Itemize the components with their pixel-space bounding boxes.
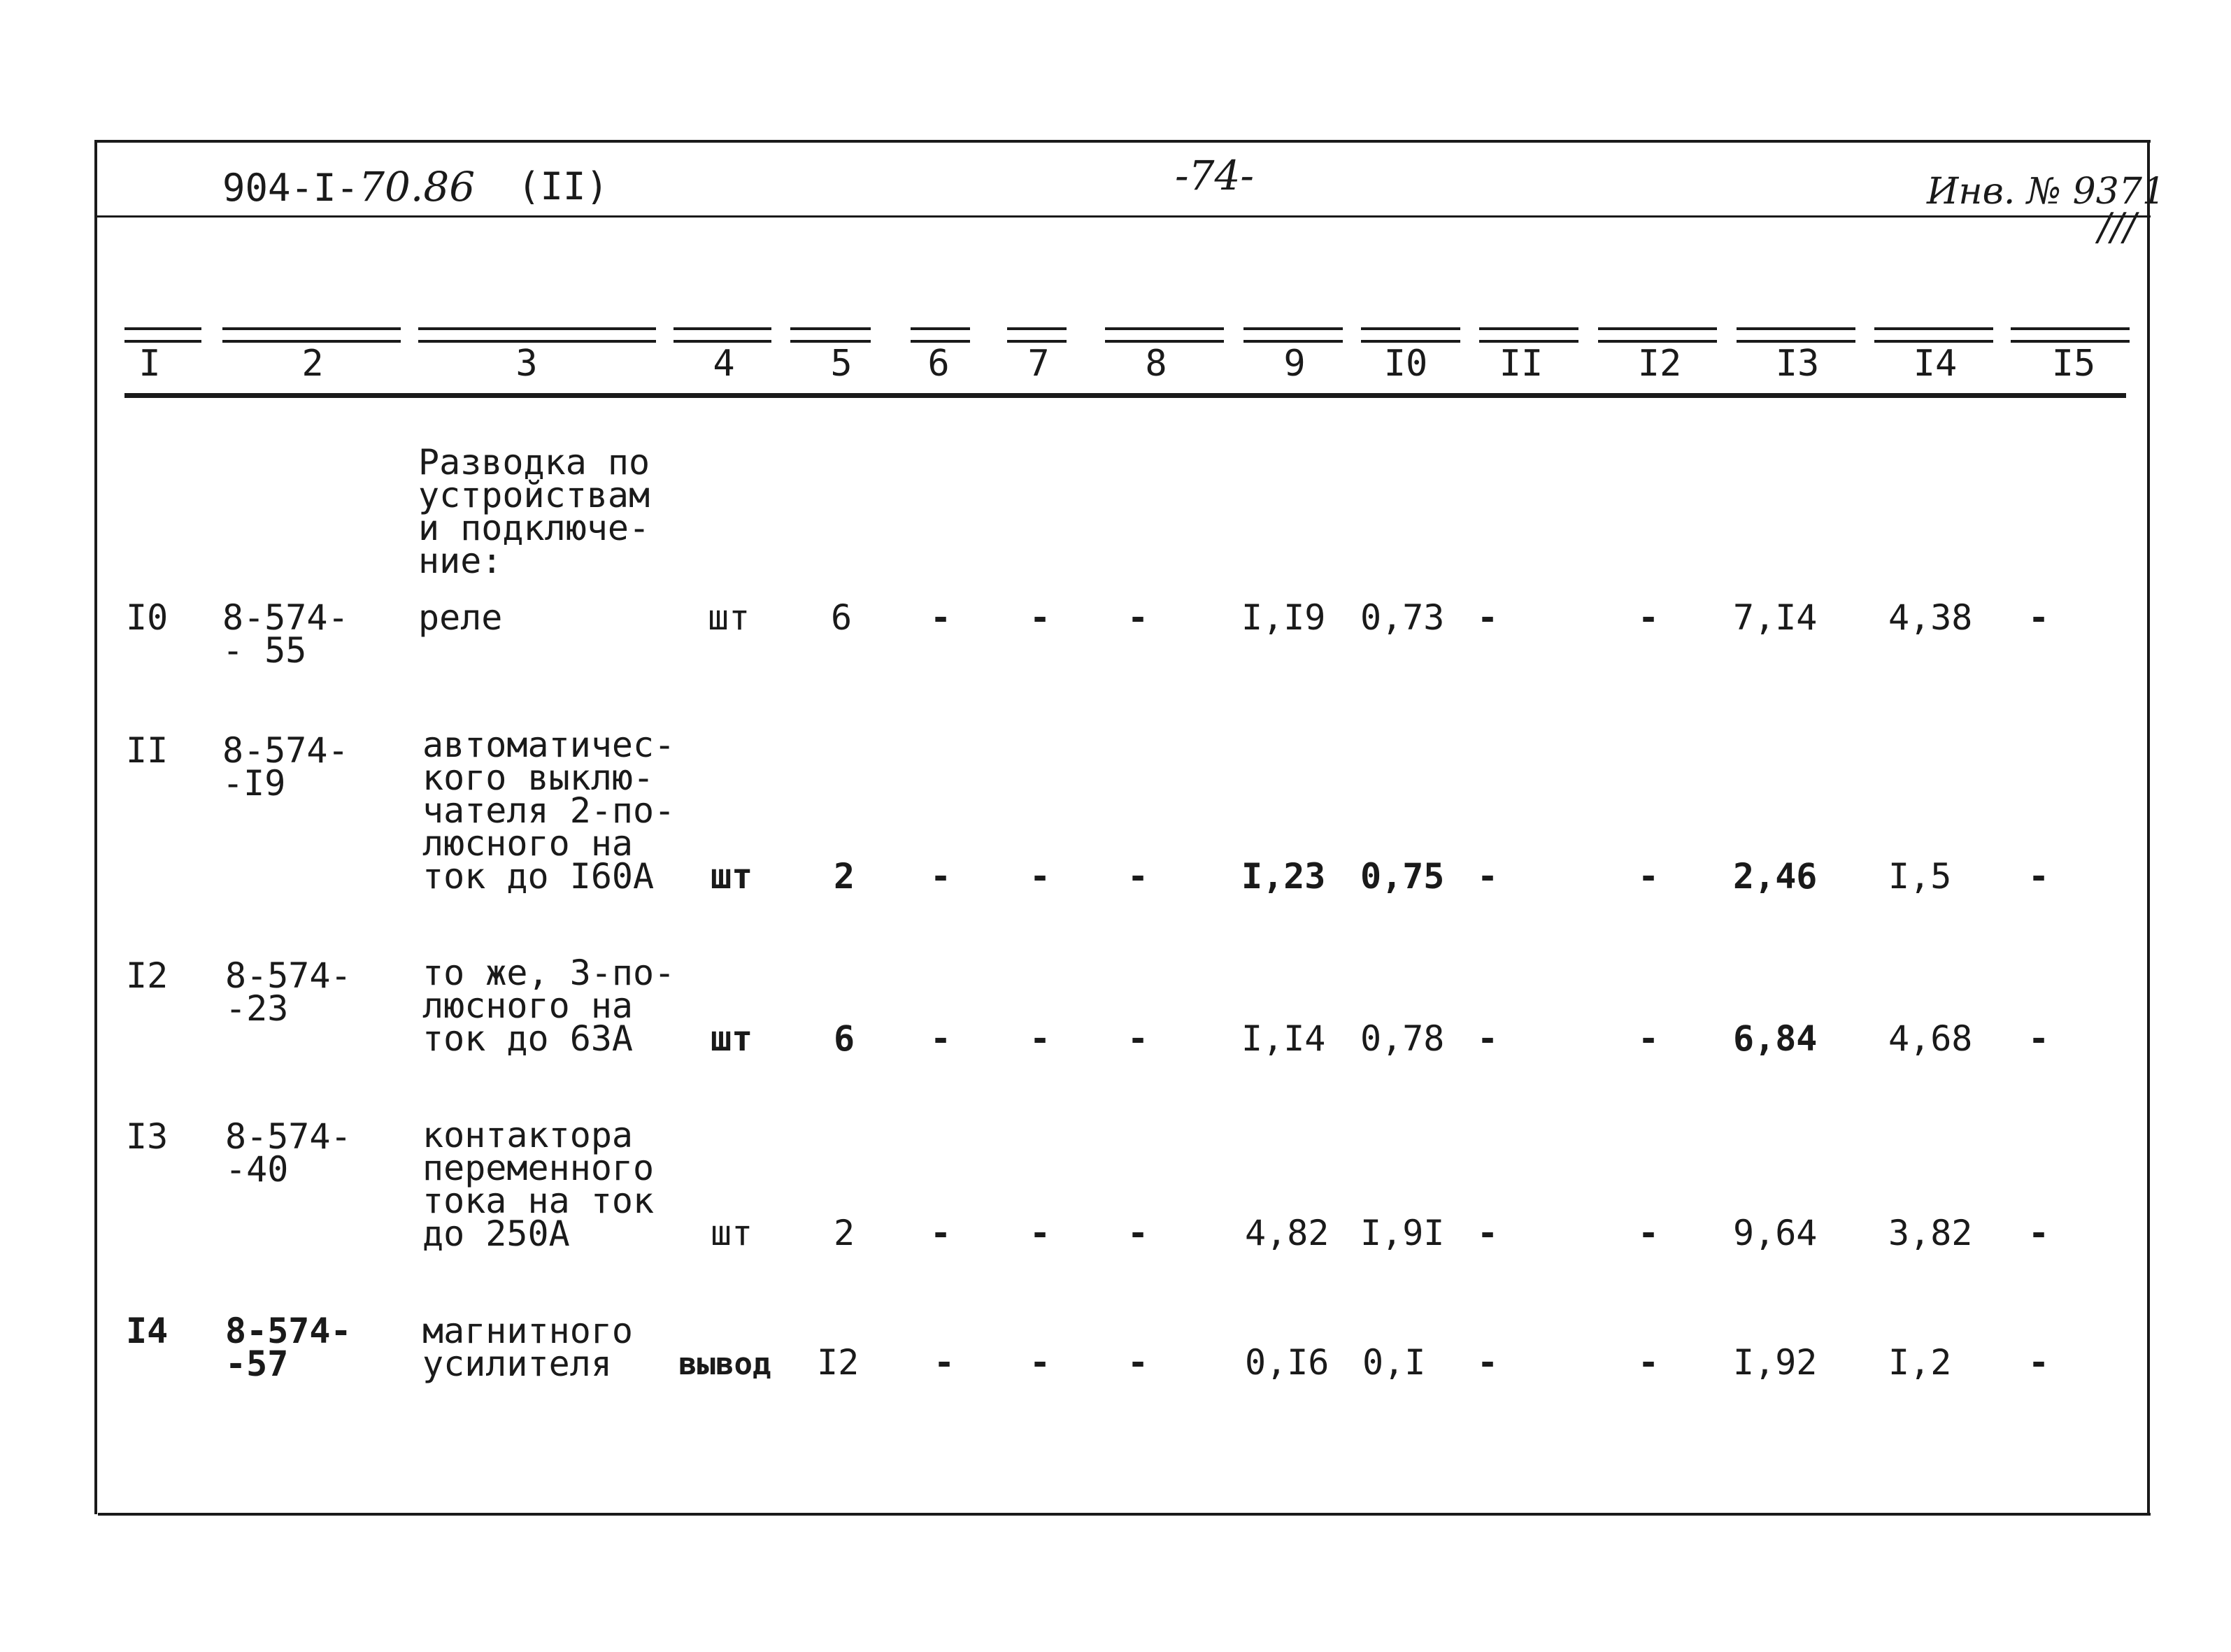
left-border xyxy=(94,140,97,1514)
row-unit: шт xyxy=(711,856,753,897)
page-number: -74- xyxy=(1175,152,1254,199)
row-col10: 0,73 xyxy=(1360,597,1445,638)
row-col9: I,I4 xyxy=(1241,1018,1326,1059)
row-number: I0 xyxy=(126,597,169,638)
col-rule-9 xyxy=(1243,327,1343,343)
col-rule-3 xyxy=(418,327,656,343)
row-description: автоматичес- кого выклю- чателя 2-по- люсного на ток до I60А xyxy=(422,725,676,897)
row-description: то же, 3-по- люсного на ток до 63А xyxy=(422,953,676,1059)
row-number: I4 xyxy=(126,1311,169,1351)
document-code xyxy=(222,163,476,211)
col-rule-11 xyxy=(1479,327,1578,343)
row-code: 8-574- -I9 xyxy=(222,730,349,804)
col-rule-12 xyxy=(1598,327,1717,343)
row-col14: I,2 xyxy=(1888,1342,1952,1383)
row-qty: I2 xyxy=(817,1342,860,1383)
row-col10: 0,78 xyxy=(1360,1018,1445,1059)
col-header-2: 2 xyxy=(301,343,324,385)
row-number: II xyxy=(126,730,169,771)
row-col6: - xyxy=(930,597,952,638)
col-header-7: 7 xyxy=(1027,343,1050,385)
row-col6: - xyxy=(930,856,952,897)
row-col11: - xyxy=(1477,856,1499,897)
row-col10: 0,75 xyxy=(1360,856,1445,897)
row-col12: - xyxy=(1638,856,1660,897)
row-code: 8-574- -40 xyxy=(225,1116,352,1190)
row-unit: вывод xyxy=(678,1346,771,1382)
col-rule-4 xyxy=(673,327,771,343)
row-qty: 2 xyxy=(834,1213,855,1253)
row-code: 8-574- -23 xyxy=(225,955,352,1029)
col-rule-5 xyxy=(790,327,871,343)
row-col14: 3,82 xyxy=(1888,1213,1973,1253)
row-col7: - xyxy=(1029,1342,1051,1383)
row-col15: - xyxy=(2028,597,2050,638)
document-code-prefix: 904-I- xyxy=(222,166,359,210)
row-code: 8-574- - 55 xyxy=(222,597,349,671)
row-col11: - xyxy=(1477,1342,1499,1383)
row-col14: 4,38 xyxy=(1888,597,1973,638)
col-rule-6 xyxy=(911,327,970,343)
col-header-3: 3 xyxy=(515,343,538,385)
row-col12: - xyxy=(1638,1342,1660,1383)
row-col15: - xyxy=(2028,1213,2050,1253)
row-qty: 6 xyxy=(831,597,853,638)
row-number: I3 xyxy=(126,1116,169,1157)
row-unit: шт xyxy=(708,597,750,638)
row-col9: I,I9 xyxy=(1241,597,1326,638)
col-rule-2 xyxy=(222,327,401,343)
row-col8: - xyxy=(1127,1342,1149,1383)
col-header-8: 8 xyxy=(1145,343,1167,385)
col-rule-7 xyxy=(1007,327,1067,343)
top-border xyxy=(94,140,2151,143)
col-header-11: II xyxy=(1499,343,1544,385)
section-title: Разводка по устройствам и подключе- ние: xyxy=(418,442,650,581)
row-col8: - xyxy=(1127,1018,1149,1059)
row-col11: - xyxy=(1477,1018,1499,1059)
row-col6: - xyxy=(930,1018,952,1059)
row-col8: - xyxy=(1127,597,1149,638)
row-code: 8-574- -57 xyxy=(225,1311,352,1384)
col-rule-10 xyxy=(1361,327,1460,343)
row-col14: 4,68 xyxy=(1888,1018,1973,1059)
row-col13: 9,64 xyxy=(1733,1213,1818,1253)
col-rule-15 xyxy=(2011,327,2130,343)
col-header-14: I4 xyxy=(1913,343,1958,385)
row-qty: 6 xyxy=(834,1018,855,1059)
row-col11: - xyxy=(1477,597,1499,638)
row-col6: - xyxy=(934,1342,955,1383)
row-col7: - xyxy=(1029,597,1051,638)
document-sheet: (II) xyxy=(518,164,609,208)
row-col12: - xyxy=(1638,1213,1660,1253)
row-col6: - xyxy=(930,1213,952,1253)
col-header-5: 5 xyxy=(830,343,853,385)
bottom-border xyxy=(98,1513,2151,1516)
col-rule-1 xyxy=(124,327,201,343)
col-header-9: 9 xyxy=(1283,343,1306,385)
col-header-4: 4 xyxy=(713,343,735,385)
row-description: контактора переменного тока на ток до 250А xyxy=(422,1115,655,1254)
row-col13: 7,I4 xyxy=(1733,597,1818,638)
col-header-10: I0 xyxy=(1383,343,1428,385)
row-col13: 2,46 xyxy=(1733,856,1818,897)
row-col8: - xyxy=(1127,856,1149,897)
col-rule-13 xyxy=(1737,327,1855,343)
row-col8: - xyxy=(1127,1213,1149,1253)
right-border xyxy=(2147,140,2150,1514)
row-qty: 2 xyxy=(834,856,855,897)
row-col7: - xyxy=(1029,1213,1051,1253)
col-header-13: I3 xyxy=(1775,343,1820,385)
col-header-1: I xyxy=(138,343,161,385)
row-col12: - xyxy=(1638,597,1660,638)
row-col15: - xyxy=(2028,856,2050,897)
row-description: магнитного усилителя xyxy=(422,1311,634,1384)
row-col15: - xyxy=(2028,1018,2050,1059)
row-unit: шт xyxy=(711,1018,753,1059)
col-header-6: 6 xyxy=(927,343,950,385)
document-code-handwritten: 70.86 xyxy=(359,163,476,211)
row-unit: шт xyxy=(711,1213,753,1253)
col-header-12: I2 xyxy=(1637,343,1682,385)
row-col9: 4,82 xyxy=(1245,1213,1330,1253)
row-col13: I,92 xyxy=(1733,1342,1818,1383)
inventory-mark: /// xyxy=(2098,205,2137,249)
row-col9: 0,I6 xyxy=(1245,1342,1330,1383)
row-col7: - xyxy=(1029,1018,1051,1059)
row-col13: 6,84 xyxy=(1733,1018,1818,1059)
row-col12: - xyxy=(1638,1018,1660,1059)
row-col14: I,5 xyxy=(1888,856,1952,897)
row-col10: I,9I xyxy=(1360,1213,1445,1253)
row-description: реле xyxy=(418,597,503,638)
col-rule-14 xyxy=(1874,327,1993,343)
row-col9: I,23 xyxy=(1241,856,1326,897)
row-number: I2 xyxy=(126,955,169,996)
column-header-underline xyxy=(124,393,2126,398)
col-header-15: I5 xyxy=(2051,343,2096,385)
row-col11: - xyxy=(1477,1213,1499,1253)
col-rule-8 xyxy=(1105,327,1224,343)
header-divider xyxy=(94,215,2151,218)
inventory-stamp: Инв. № 9371 xyxy=(1927,171,2165,213)
row-col10: 0,I xyxy=(1362,1342,1426,1383)
row-col7: - xyxy=(1029,856,1051,897)
row-col15: - xyxy=(2028,1342,2050,1383)
